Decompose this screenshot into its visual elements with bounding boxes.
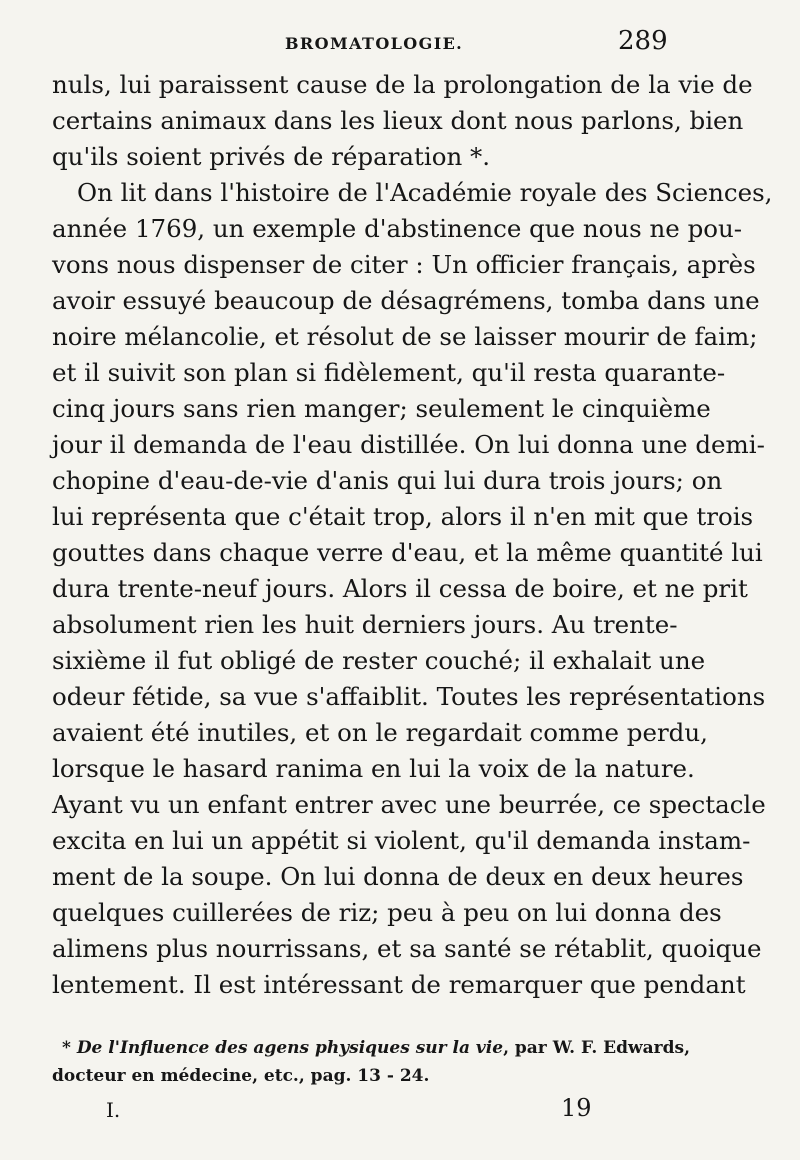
text-line: ment de la soupe. On lui donna de deux en deux heures bbox=[52, 862, 744, 891]
text-line: lui représenta que c'était trop, alors il n'en mit que trois bbox=[52, 502, 754, 531]
text-line: excita en lui un appétit si violent, qu'il demanda instam- bbox=[52, 826, 751, 855]
text-line: et il suivit son plan si fidèlement, qu'il resta quarante- bbox=[52, 358, 726, 387]
footnote-line-2: docteur en médecine, etc., pag. 13 - 24. bbox=[52, 1066, 430, 1086]
footnote-marker: * bbox=[62, 1038, 71, 1058]
text-line: noire mélancolie, et résolut de se laisser mourir de faim; bbox=[52, 322, 758, 351]
text-line: avaient été inutiles, et on le regardait comme perdu, bbox=[52, 718, 708, 747]
footnote-by: , par bbox=[503, 1038, 547, 1058]
text-line: jour il demanda de l'eau distillée. On lui donna une demi- bbox=[52, 430, 765, 459]
text-line: Ayant vu un enfant entrer avec une beurrée, ce spectacle bbox=[52, 790, 766, 819]
text-line: lentement. Il est intéressant de remarquer que pendant bbox=[52, 970, 746, 999]
text-line: absolument rien les huit derniers jours. Au trente- bbox=[52, 610, 678, 639]
text-line: chopine d'eau-de-vie d'anis qui lui dura trois jours; on bbox=[52, 466, 723, 495]
text-line: quelques cuillerées de riz; peu à peu on lui donna des bbox=[52, 898, 722, 927]
text-line: odeur fétide, sa vue s'affaiblit. Toutes les représentations bbox=[52, 682, 766, 711]
text-line: On lit dans l'histoire de l'Académie royale des Sciences, bbox=[77, 178, 773, 207]
text-line: sixième il fut obligé de rester couché; il exhalait une bbox=[52, 646, 706, 675]
text-line: année 1769, un exemple d'abstinence que nous ne pou- bbox=[52, 214, 743, 243]
text-line: avoir essuyé beaucoup de désagrémens, tomba dans une bbox=[52, 286, 760, 315]
text-line: dura trente-neuf jours. Alors il cessa de boire, et ne prit bbox=[52, 574, 748, 603]
text-line: lorsque le hasard ranima en lui la voix de la nature. bbox=[52, 754, 695, 783]
footnote-author: W. F. Edwards bbox=[552, 1038, 685, 1058]
text-line: vons nous dispenser de citer : Un officier français, après bbox=[52, 250, 756, 279]
text-line: alimens plus nourrissans, et sa santé se rétablit, quoique bbox=[52, 934, 762, 963]
footnote bbox=[52, 1034, 690, 1090]
footnote-citation: * De l'Influence des agens physiques sur la vie, par W. F. Edwards, bbox=[62, 1038, 690, 1058]
text-line: nuls, lui paraissent cause de la prolongation de la vie de bbox=[52, 70, 753, 99]
text-line: certains animaux dans les lieux dont nous parlons, bien bbox=[52, 106, 744, 135]
text-line: gouttes dans chaque verre d'eau, et la même quantité lui bbox=[52, 538, 763, 567]
footnote-source-title: De l'Influence des agens physiques sur la vie bbox=[76, 1038, 504, 1058]
signature-mark: I. bbox=[106, 1098, 121, 1122]
body-text bbox=[52, 67, 773, 1003]
running-title: BROMATOLOGIE. bbox=[285, 34, 464, 53]
page-number: 289 bbox=[618, 26, 668, 56]
sheet-number: 19 bbox=[561, 1094, 592, 1122]
text-line: qu'ils soient privés de réparation *. bbox=[52, 142, 491, 171]
text-line: cinq jours sans rien manger; seulement le cinquième bbox=[52, 394, 711, 423]
